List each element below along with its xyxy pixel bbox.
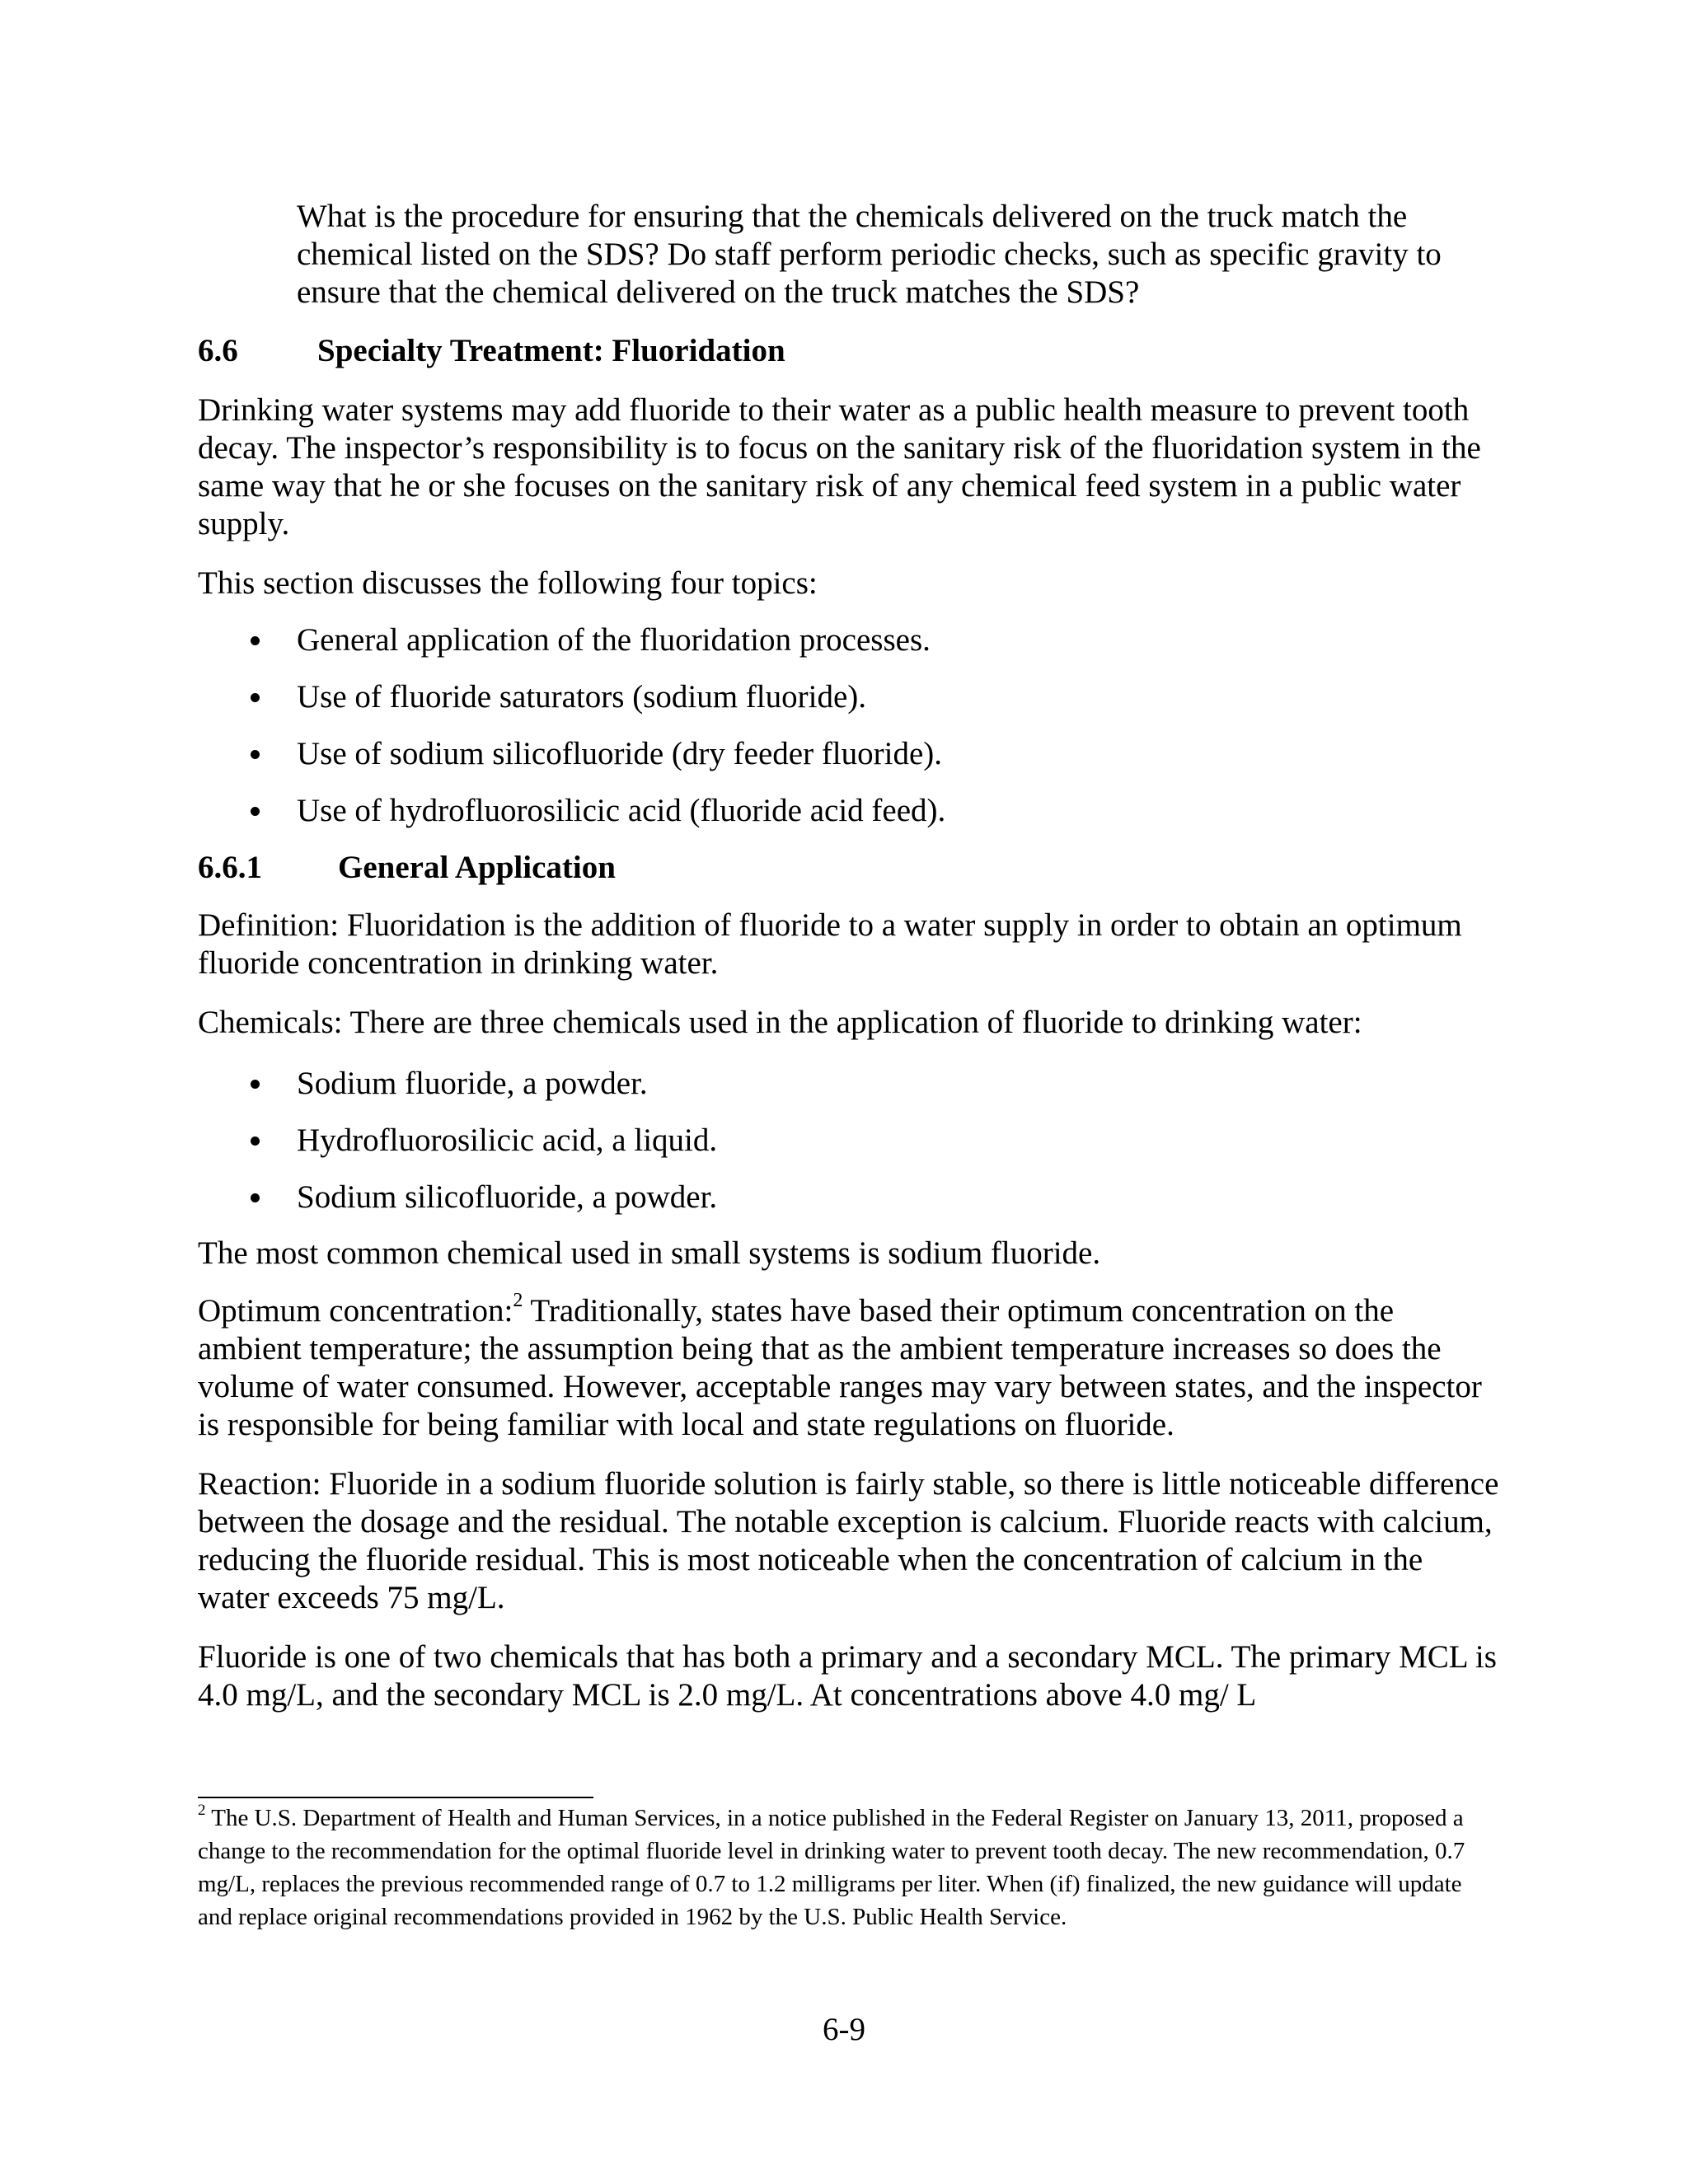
footnote-mark: 2 [198,1802,206,1820]
definition-paragraph: Definition: Fluoridation is the addition of fluoride to a water supply in order to obtain an optimum fluoride concentration in drinking water. [198,907,1462,981]
bullet-icon [251,693,260,702]
bullet-icon [251,807,260,816]
reaction-paragraph: Reaction: Fluoride in a sodium fluoride solution is fairly stable, so there is little noticeable difference between the dosage and the residual. The notable exception is calcium. Fluoride reacts with calcium, reducing the fluoride residual. This is most noticeable when the concentration of calcium in the water exceeds 75 mg/L. [198,1466,1499,1615]
bullet-icon [251,636,260,645]
footnote: $^2$ The U.S. Department of Health and Human Services, in a notice published in the Federal Register on January 13, 2011, proposed a change to the recommendation for the optimal fluoride level in drinking water to prevent tooth decay. The new recommendation, 0.7 mg/L, replaces the previous recommended range of 0.7 to 1.2 milligrams per liter. When (if) finalized, the new guidance will update and replace original recommendations provided in 1962 by the U.S. Public Health Service. [198,1802,1465,1930]
chemicals-list [198,1065,1500,1235]
list-item: Sodium fluoride, a powder. [198,1065,1500,1122]
bullet-icon [251,750,260,759]
section-heading-6-6-1 [198,849,1500,887]
footnote-divider [198,1797,593,1798]
bullet-icon [251,1080,260,1089]
section-heading-6-6 [198,332,1500,370]
mcl-paragraph: Fluoride is one of two chemicals that has both a primary and a secondary MCL. The primary MCL is 4.0 mg/L, and the secondary MCL is 2.0 mg/L. At concentrations above 4.0 mg/ L [198,1639,1497,1713]
intro-question-paragraph: What is the procedure for ensuring that the chemicals delivered on the truck match the chemical listed on the SDS? Do staff perform periodic checks, such as specific gravity to ensure that the chemical delivered on the truck matches the SDS? [297,199,1442,310]
optimum-concentration-paragraph: Optimum concentration:$^2$ Traditionally, states have based their optimum concentration on the ambient temperature; the assumption being that as the ambient temperature increases so does the volume of water consumed. However, acceptable ranges may vary between states, and the inspector is responsible for being familiar with local and state regulations on fluoride. [198,1290,1482,1442]
footnote-reference[interactable]: 2 [513,1290,523,1311]
list-item: Use of hydrofluorosilicic acid (fluoride acid feed). [198,792,1500,849]
bullet-icon [251,1137,260,1146]
page-number: 6-9 [823,2012,865,2047]
topics-list [198,621,1500,849]
list-item: Use of sodium silicofluoride (dry feeder fluoride). [198,735,1500,792]
list-item: Use of fluoride saturators (sodium fluoride). [198,678,1500,735]
section-number: 6.6 [198,333,238,368]
most-common-paragraph: The most common chemical used in small systems is sodium fluoride. [198,1235,1101,1271]
topics-intro-paragraph: This section discusses the following four topics: [198,565,818,601]
list-item: Hydrofluorosilicic acid, a liquid. [198,1122,1500,1179]
subsection-title: General Application [338,850,616,885]
list-item: General application of the fluoridation processes. [198,621,1500,678]
chemicals-intro-paragraph: Chemicals: There are three chemicals used in the application of fluoride to drinking water: [198,1005,1362,1040]
section-title: Specialty Treatment: Fluoridation [317,333,785,368]
list-item: Sodium silicofluoride, a powder. [198,1179,1500,1235]
fluoridation-intro-paragraph: Drinking water systems may add fluoride to their water as a public health measure to prevent tooth decay. The inspector’s responsibility is to focus on the sanitary risk of the fluoridation system in the same way that he or she focuses on the sanitary risk of any chemical feed system in a public water supply. [198,392,1481,541]
bullet-icon [251,1193,260,1202]
subsection-number: 6.6.1 [198,850,262,885]
